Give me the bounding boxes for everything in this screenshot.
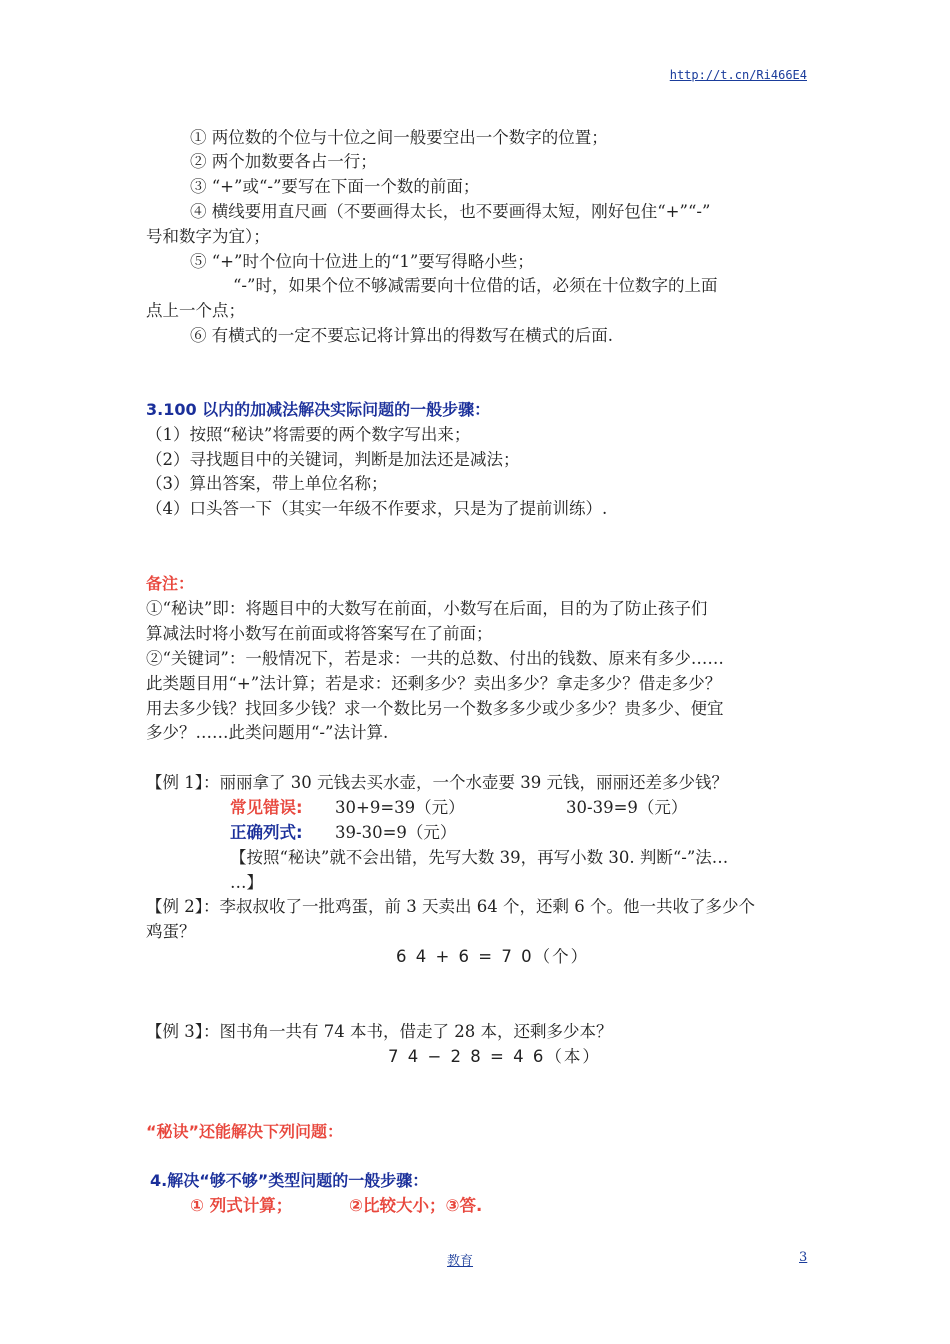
rule-4-cont: 号和数字为宜）； [146, 227, 270, 246]
footer-page-number[interactable]: 3 [799, 1250, 808, 1265]
example1-right-eq: 39-30=9（元） [335, 823, 457, 842]
notes-line-4: 此类题目用“+”法计算；若是求：还剩多少？卖出多少？拿走多少？借走多少？ [146, 674, 722, 693]
section3-title: 3.100 以内的加减法解决实际问题的一般步骤： [146, 400, 491, 419]
wrong-label-text: 常见错误: [230, 798, 303, 817]
rule-2: ② 两个加数要各占一行； [190, 152, 377, 171]
section3-step-2: （2）寻找题目中的关键词，判断是加法还是减法； [146, 450, 520, 469]
header-url-link[interactable]: http://t.cn/Ri466E4 [669, 68, 807, 82]
example1-explain-2: …】 [230, 873, 263, 892]
rule-4: ④ 横线要用直尺画（不要画得太长，也不要画得太短，刚好包住“+”“-” [190, 202, 711, 221]
example3-equation: 7 4 − 2 8 = 4 6（本） [388, 1047, 601, 1066]
section3-step-3: （3）算出答案，带上单位名称； [146, 474, 388, 493]
example2-question-2: 鸡蛋？ [146, 922, 196, 941]
example1-wrong-eq1: 30+9=39（元） [335, 798, 465, 817]
rule-5b-cont: 点上一个点； [146, 301, 245, 320]
example1-question: 【例 1】：丽丽拿了 30 元钱去买水壶，一个水壶要 39 元钱，丽丽还差多少钱？ [146, 773, 728, 792]
notes-line-5: 用去多少钱？找回多少钱？求一个数比另一个数多多少或少多少？贵多少、便宜 [146, 699, 724, 718]
example1-wrong-eq2: 30-39=9（元） [566, 798, 688, 817]
section4-step-2-3: ②比较大小；③答. [349, 1196, 483, 1215]
section4-title: 4.解决“够不够”类型问题的一般步骤： [150, 1171, 429, 1190]
example2-equation: 6 4 + 6 = 7 0（个） [396, 947, 590, 966]
secret-note: “秘诀”还能解决下列问题： [146, 1122, 344, 1141]
section3-step-1: （1）按照“秘诀”将需要的两个数字写出来； [146, 425, 471, 444]
rule-6: ⑥ 有横式的一定不要忘记将计算出的得数写在横式的后面. [190, 326, 613, 345]
notes-line-1: ①“秘诀”即：将题目中的大数写在前面，小数写在后面，目的为了防止孩子们 [146, 599, 708, 618]
section4-step-1: ① 列式计算； [190, 1196, 293, 1215]
example1-right-label [230, 821, 303, 845]
example1-explain-1: 【按照“秘诀”就不会出错，先写大数 39，再写小数 30. 判断“-”法… [230, 848, 729, 867]
example3-question: 【例 3】：图书角一共有 74 本书，借走了 28 本，还剩多少本？ [146, 1022, 613, 1041]
rule-5b: “-”时，如果个位不够减需要向十位借的话，必须在十位数字的上面 [233, 276, 718, 295]
rule-3: ③ “+”或“-”要写在下面一个数的前面； [190, 177, 480, 196]
footer-link[interactable]: 教育 [447, 1254, 474, 1269]
example2-question-1: 【例 2】：李叔叔收了一批鸡蛋，前 3 天卖出 64 个，还剩 6 个。他一共收了多少个 [146, 897, 755, 916]
right-label-text: 正确列式: [230, 823, 303, 842]
notes-line-3: ②“关键词”：一般情况下，若是求：一共的总数、付出的钱数、原来有多少…… [146, 649, 724, 668]
notes-title: 备注： [146, 574, 195, 593]
notes-line-2: 算减法时将小数写在前面或将答案写在了前面； [146, 624, 493, 643]
notes-line-6: 多少？……此类问题用“-”法计算. [146, 723, 389, 742]
rule-1: ① 两位数的个位与十位之间一般要空出一个数字的位置； [190, 128, 608, 147]
rule-5: ⑤ “+”时个位向十位进上的“1”要写得略小些； [190, 252, 534, 271]
example1-wrong-label [230, 796, 303, 820]
section3-step-4: （4）口头答一下（其实一年级不作要求，只是为了提前训练）. [146, 499, 608, 518]
